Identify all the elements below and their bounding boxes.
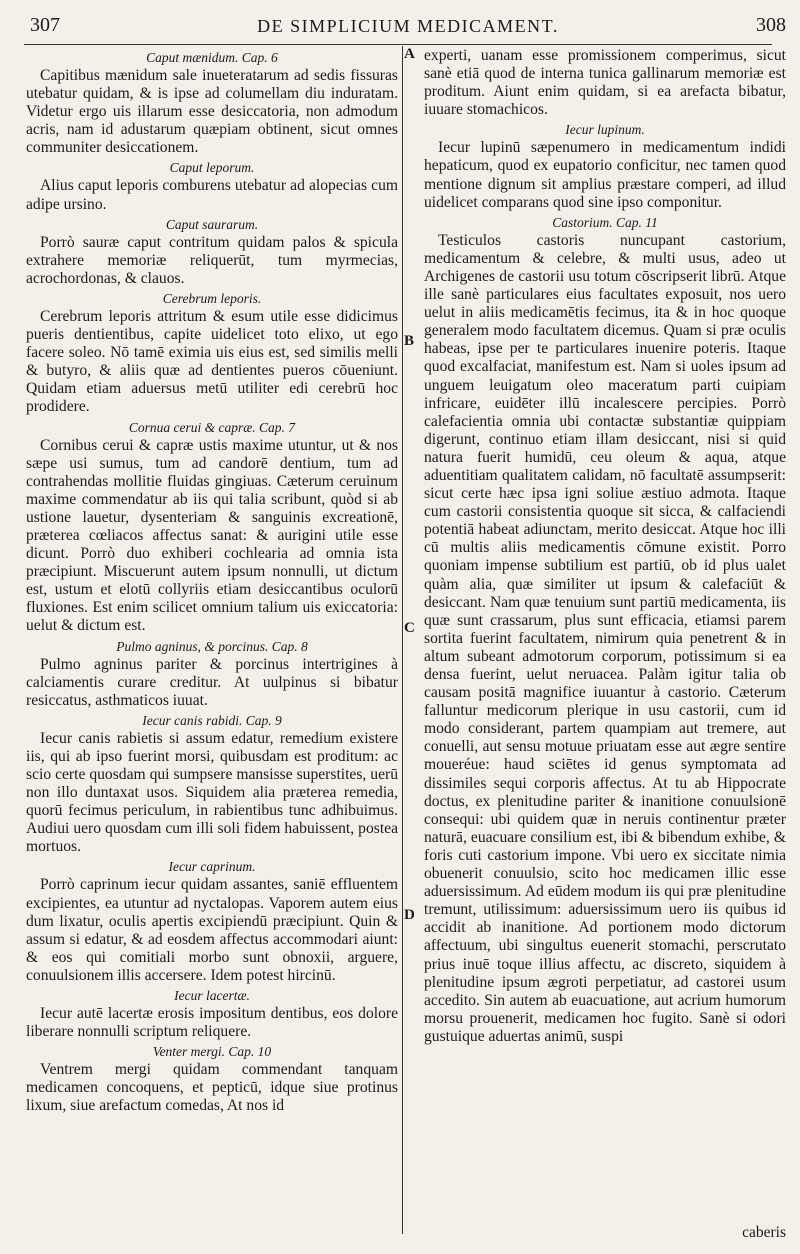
section-heading: Pulmo agninus, & porcinus. Cap. 8 <box>116 638 308 654</box>
column-divider <box>402 46 403 1234</box>
section-text: Alius caput leporis comburens utebatur ad alopecias cum adipe ursino. <box>26 177 398 213</box>
header-rule <box>24 44 772 45</box>
right-column <box>424 47 786 1244</box>
margin-letter-d: D <box>404 907 415 923</box>
section-heading: Castorium. Cap. 11 <box>552 214 658 230</box>
section-heading: Iecur lacertæ. <box>174 988 250 1004</box>
running-title: DE SIMPLICIUM MEDICAMENT. <box>257 16 559 36</box>
section-text: Cornibus cerui & capræ ustis maxime utuntur, ut & nos sæpe usi sumus, tum ad candorē dentium, tum ad contrahendas mollitie fluidas gingiuas. Cæterum ceruinum maxime commendatur ab iis qui talia scribunt, quòd si ab ustione lauetur, dysenteriam & sanguinis excreationē, præterea cœliacos affectus sanat: & aurigini utile esse dicunt. Porrò duo exhiberi cochlearia ad omnia ista præcipiunt. Miscuerunt autem ipsum nonnulli, ut dictum est, ustum et elotū collyriis etiam desiccantibus oculorū fluxiones. Est enim scilicet omnium talium uis exiccatoria: uelut & dictum est. <box>26 436 398 635</box>
section-text: Porrò sauræ caput contritum quidam palos & spicula extrahere memoriæ reliquerūt, tum myrmecias, acrochordonas, & clauos. <box>26 233 398 287</box>
section-text: Porrò caprinum iecur quidam assantes, saniē effluentem excipientes, ea utuntur ad nyctalopas. Vaporem autem eius dum lixatur, oculis apertis excipiendū præcipiunt. Quin & assum si edatur, & ad eosdem affectus accommodari aiunt: & eos qui comitiali morbo sunt obnoxii, arguere, conuulsionem illis accersere. Idem potest hircinū. <box>26 876 398 984</box>
margin-letter-c: C <box>404 620 415 636</box>
catchword: caberis <box>742 1224 786 1241</box>
section-text: Capitibus mænidum sale inueteratarum ad sedis fissuras utebatur quidam, & is ipse ad columellam diu induratam. Videtur ergo uis illarum esse desiccatoria, non admodum acris, nam id adustarum quæpiam obtinent, sicut omnes communiter desiccationem. <box>26 67 398 157</box>
section-text: Iecur autē lacertæ erosis impositum dentibus, eos dolore liberare nonnulli scriptum reliquere. <box>26 1005 398 1041</box>
section-heading: Iecur lupinum. <box>565 122 645 138</box>
section-heading: Venter mergi. Cap. 10 <box>152 1044 272 1060</box>
section-text: Iecur lupinū sæpenumero in medicamentum indidi hepaticum, quod ex eupatorio conficitur, nec tamen quod mentione dignum sit amplius præstare comperi, ad illud uidelicet comparans quod sine ipso componitur. <box>424 139 786 211</box>
page-header <box>30 14 786 42</box>
section-heading: Caput leporum. <box>169 160 255 176</box>
section-text: Pulmo agninus pariter & porcinus intertrigines à calciamentis curare creditur. At uulpinus si bibatur resiccatus, asthmaticos iuuat. <box>26 655 398 709</box>
section-text: Iecur canis rabietis si assum edatur, remedium existere iis, qui ab ipso fuerint morsi, quibusdam est proditum: ac scio certe quosdam qui sumpsere mansisse superstites, uerū non illo duntaxat usos. Siquidem alia præterea remedia, quorū fecimus periculum, in rabientibus tunc adhibuimus. Audiui uero quosdam cum illi soli fidem habuissent, postea mortuos. <box>26 729 398 856</box>
section-text: Ventrem mergi quidam commendant tanquam medicamen concoquens, et pepticū, idque siue protinus lixum, siue arefactum comedas, At nos id <box>26 1061 398 1115</box>
section-heading: Cornua cerui & capræ. Cap. 7 <box>128 419 296 435</box>
section-heading: Caput saurarum. <box>165 216 259 232</box>
section-heading: Iecur caprinum. <box>168 859 256 875</box>
section-text: Testiculos castoris nuncupant castorium, medicamentum & celebre, & multi usus, adeo ut Archigenes de castorii usu totum cōscripserit librū. Atque ille sanè particulares eius facultates exposuit, nos uero uelut in aliis medicamētis fecimus, ita & in hoc quoque generalem modo facultatem dicemus. Quam si præ oculis habeas, ipse per te particulares inuenire poteris. Itaque quod excalfaciat, manifestum est. Nam si uoles ipsum ad unguem leuigatum oleo maceratum parti cuipiam infricare, euidēter illū incalescere percipies. Porrò calefacientia omnia ubi contactæ substantiæ quippiam digerunt, continuo etiam illam desiccant, nisi si quid natura fuerit humidū, ceu oleum & aqua, atque aduentitiam qualitatem calidam, nō facultatē assumpserit: sicut certe hæc ipsa igni soliue æstiuo admota. Itaque cum castorii consistentia quoque sit sicca, & calfaciendi potentiā habeat adiunctam, merito desiccat. Atque hoc illi cū multis aliis medicamentis cōmune existit. Porro quoniam impense subtilium est partiū, ob id plus ualet quàm alia, quæ similiter ut ipsum & calefaciūt & desiccant. Nam quæ tenuium sunt partiū medicamenta, iis quæ sunt crassarum, plus sunt efficacia, etiamsi parem sortita fuerint facultatem, nimirum quia penetrent & in altum subeant admotorum corporum, potissimum si ea densa fuerint, uelut neruacea. Palàm igitur talia ob causam positā magnifice iuuantur à castorio. Cæterum falluntur medicorum plerique in usu castorii, cum id modo considerant, partem quampiam aut tremere, aut conuelli, aut sensu motuue priuatam esse aut ægre sentire moueréue: haud sciētes id genus symptomata ad dissimiles sequi corporis affectus. At tu ab Hippocrate doctus, ex plenitudine pariter & inanitione conuulsionē consequi: ubi quidem quæ in neruis continentur præter naturā, euacuare consilium est, ibi & bibendum exhibe, & foris cuti castorium impone. Vbi uero ex siccitate nimia obuenerit conuulsio, scito hoc medicamen illic esse aduersissimum. Ad eūdem modum iis qui præ plenitudine tremunt, utilissimum: aduersissimum uero iis quibus id accidit ab inanitione. Ad portionem modo dictorum affectuum, ubi singultus euenerit stomachi, perscrutato prius inuē toque illius affectu, ac discreto, siquidem à plenitudine ipsum ægroti perpetiatur, ad castorei usum accedito. Sin autem ab euacuatione, aut acrium humorum morsu prouenerit, medicamen hoc fugito. Sanè si odori gustuique aduertas animū, suspi <box>424 231 786 1045</box>
margin-letter-b: B <box>404 333 415 349</box>
section-heading: Iecur canis rabidi. Cap. 9 <box>142 712 282 728</box>
section-text: Cerebrum leporis attritum & esum utile esse didicimus pueris dentientibus, capite uidelicet toto elixo, ut ego facere soleo. Nō tamē eximia uis eius est, sed similis melli & butyro, & aliis quæ ad dentientes pueros cōueniunt. Quidam etiam aduersus metū utiliter edi cerebrū hoc prodidere. <box>26 307 398 416</box>
section-heading: Caput mænidum. Cap. 6 <box>146 50 278 65</box>
right-page-number: 308 <box>756 14 786 36</box>
left-column <box>26 47 398 1244</box>
section-text: experti, uanam esse promissionem comperimus, sicut sanè etiā quod de interna tunica gallinarum memoriæ est proditum. Aiunt enim quidam, si ea arefacta bibatur, iuuare stomachicos. <box>424 47 786 119</box>
margin-letter-a: A <box>404 46 415 62</box>
section-heading: Cerebrum leporis. <box>162 290 262 306</box>
left-page-number: 307 <box>30 14 60 36</box>
